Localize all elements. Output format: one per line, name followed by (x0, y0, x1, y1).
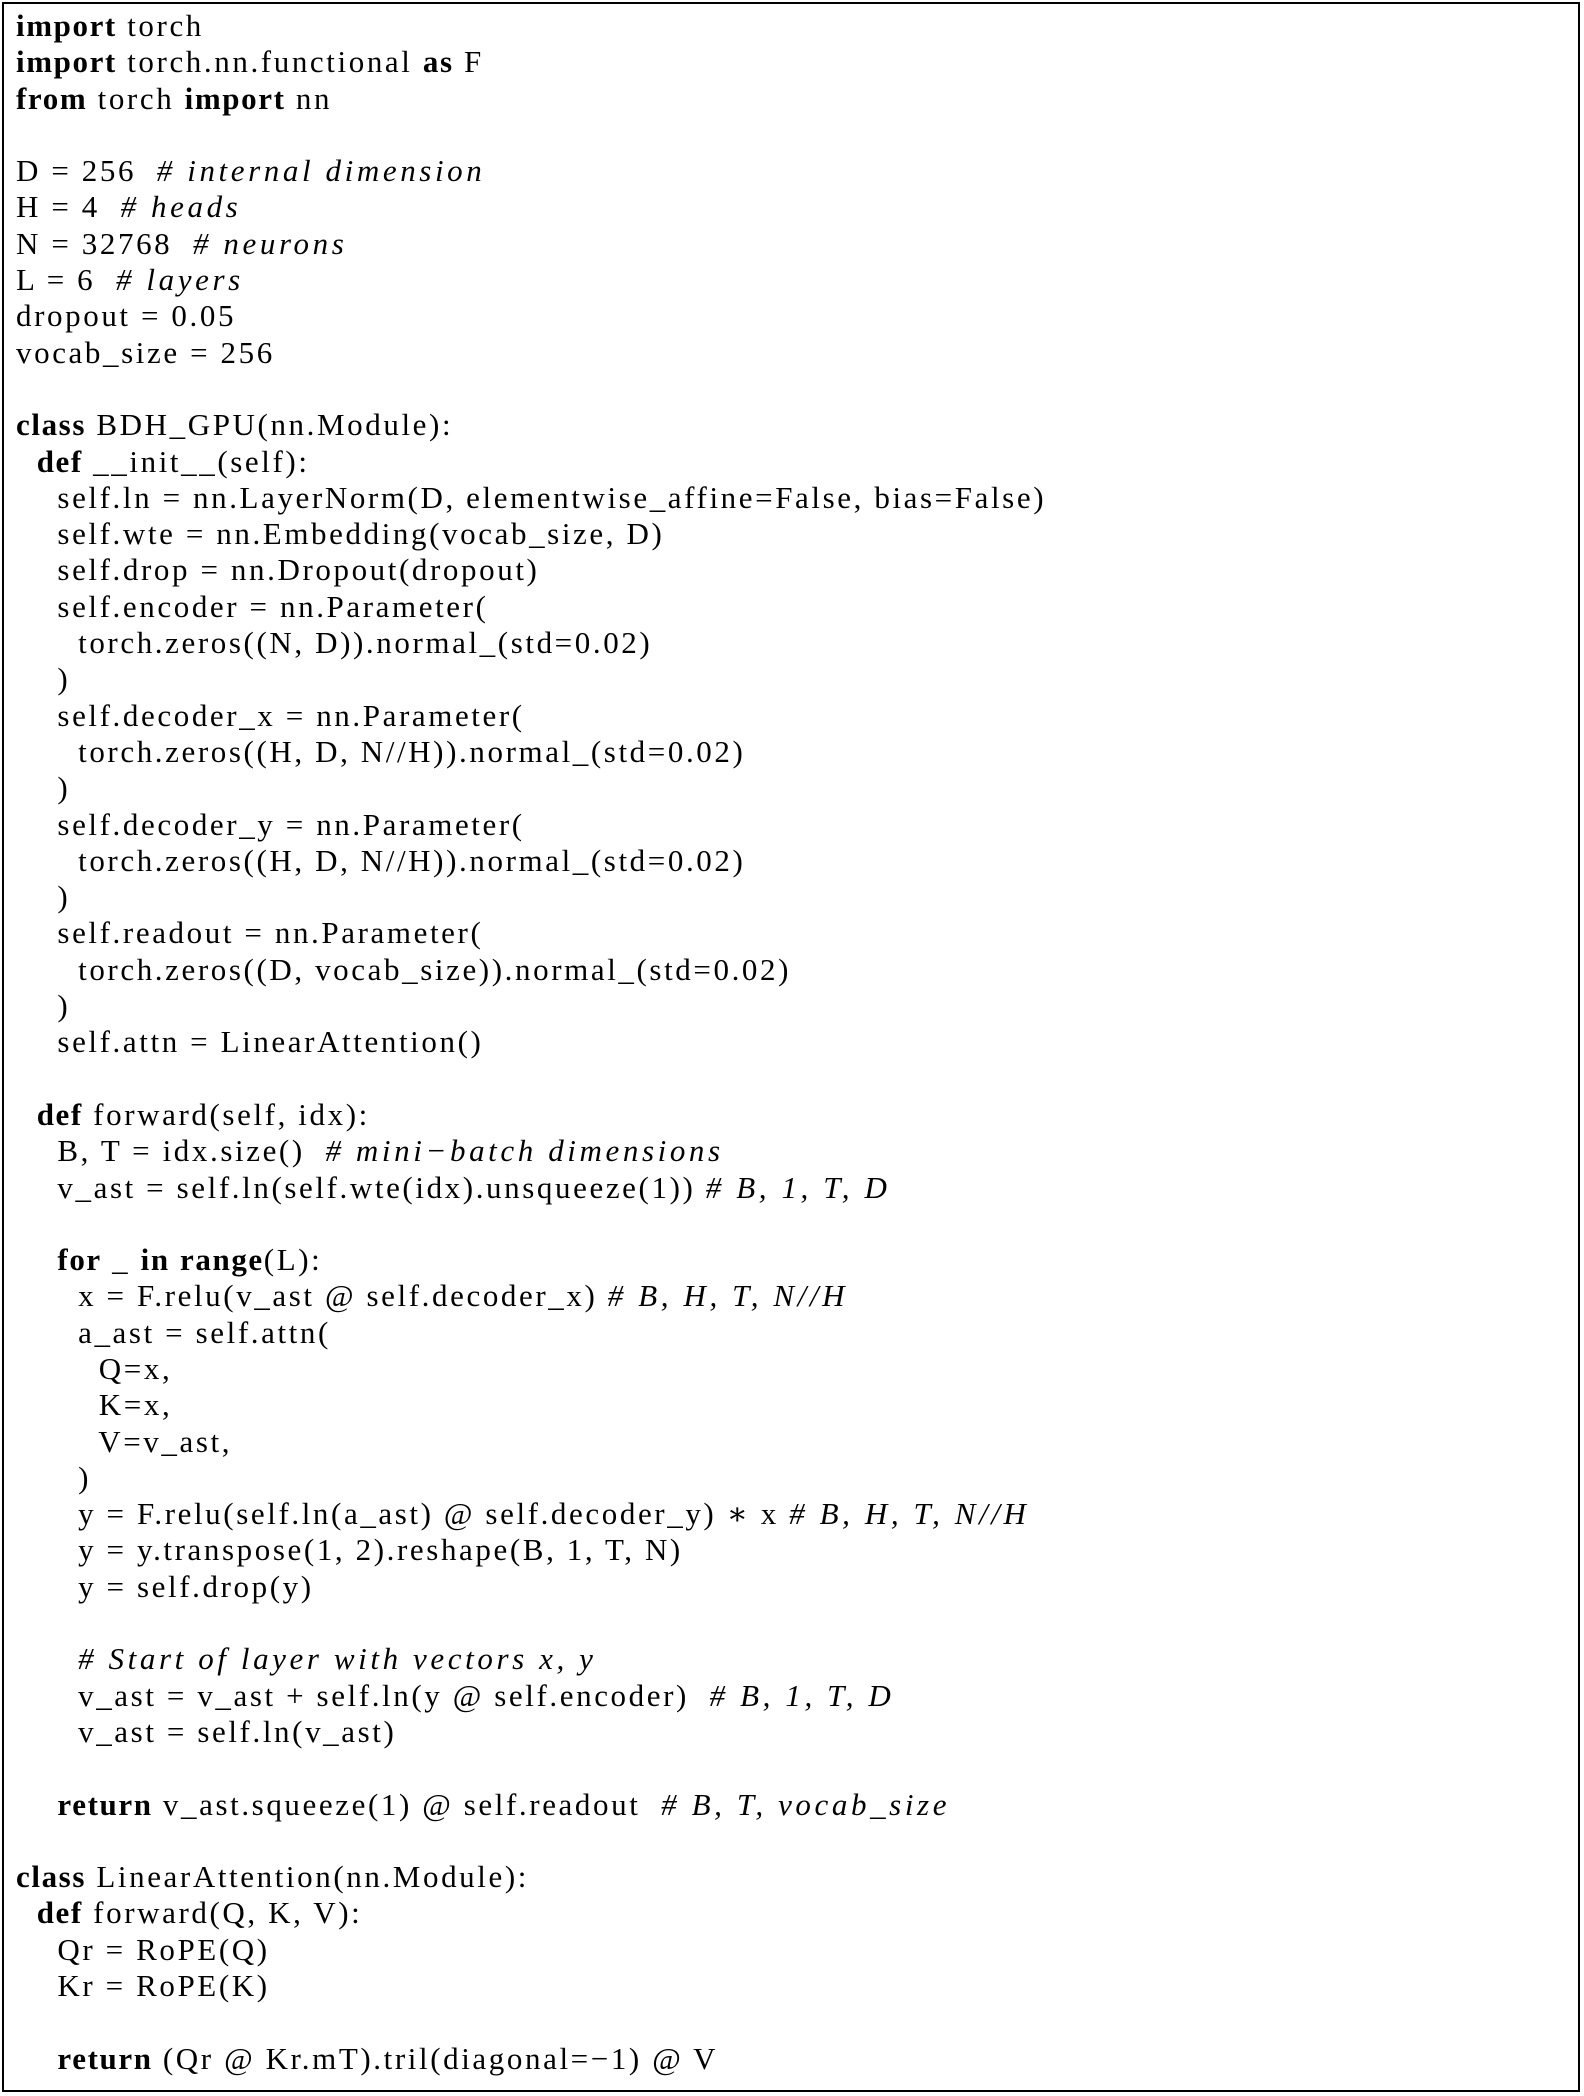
keyword: def (36, 1096, 83, 1132)
keyword: def (36, 1895, 83, 1931)
code-line (16, 1351, 1046, 1387)
code-text: forward(Q, K, V): (82, 1895, 363, 1931)
code-text: self.decoder_y = nn.Parameter( (16, 806, 525, 842)
code-text (16, 1097, 37, 1132)
code-text (16, 444, 37, 479)
code-line (16, 843, 1046, 879)
code-line (16, 1714, 1046, 1750)
code-line (16, 1895, 1046, 1931)
code-line (16, 1387, 1046, 1423)
code-text: self.wte = nn.Embedding(vocab_size, D) (16, 516, 665, 552)
code-line (16, 1569, 1046, 1605)
code-text: (Qr @ Kr.mT).tril(diagonal=−1) @ V (152, 2040, 719, 2076)
code-line (16, 1496, 1046, 1532)
comment: # B, T, vocab_size (661, 1786, 951, 1822)
code-line (16, 988, 1046, 1024)
code-text (170, 1242, 180, 1277)
code-text (16, 1895, 37, 1930)
code-text: v_ast = self.ln(self.wte(idx).unsqueeze(1)) (16, 1169, 706, 1205)
code-line (16, 1532, 1046, 1568)
comment: # layers (115, 262, 244, 298)
code-text: torch (116, 8, 204, 43)
code-text: self.attn = LinearAttention() (16, 1024, 484, 1060)
comment: # mini−batch dimensions (325, 1133, 724, 1169)
code-text: V=v_ast, (16, 1423, 233, 1459)
code-text: Qr = RoPE(Q) (16, 1931, 270, 1967)
code-text: y = y.transpose(1, 2).reshape(B, 1, T, N) (16, 1532, 683, 1568)
code-text: self.readout = nn.Parameter( (16, 915, 484, 951)
comment: # Start of layer with vectors x, y (78, 1641, 597, 1677)
code-text: torch.zeros((H, D, N//H)).normal_(std=0.02) (16, 733, 746, 769)
blank-line (16, 1206, 1046, 1242)
code-listing-frame (2, 2, 1580, 2092)
code-text: nn (285, 80, 333, 116)
blank-line (16, 1823, 1046, 1859)
code-text: B, T = idx.size() (16, 1133, 326, 1169)
code-text (16, 2041, 57, 2076)
code-line (16, 661, 1046, 697)
code-text: Q=x, (16, 1350, 173, 1386)
blank-line (16, 2004, 1046, 2040)
code-line (16, 952, 1046, 988)
code-text: vocab_size = 256 (16, 334, 275, 370)
code-text: torch (87, 80, 185, 116)
code-line (16, 1968, 1046, 2004)
code-line (16, 734, 1046, 770)
code-text: self.encoder = nn.Parameter( (16, 588, 489, 624)
code-text: torch.zeros((H, D, N//H)).normal_(std=0.02) (16, 842, 746, 878)
code-text: LinearAttention(nn.Module): (86, 1859, 529, 1895)
code-text: ) (16, 661, 71, 697)
code-text: forward(self, idx): (82, 1096, 370, 1132)
keyword: as (422, 44, 454, 80)
comment: # B, 1, T, D (709, 1677, 895, 1713)
comment: # B, H, T, N//H (607, 1278, 849, 1314)
code-text: a_ast = self.attn( (16, 1314, 331, 1350)
code-line (16, 1170, 1046, 1206)
code-text: N = 32768 (16, 225, 193, 261)
code-text: (L): (263, 1242, 323, 1278)
code-text: torch.nn.functional (116, 44, 423, 80)
comment: # neurons (192, 225, 348, 261)
code-text (16, 1787, 57, 1822)
code-line (16, 1859, 1046, 1895)
keyword: import (184, 80, 286, 116)
keyword: for (57, 1242, 102, 1278)
code-text: v_ast = v_ast + self.ln(y @ self.encoder) (16, 1677, 710, 1713)
code-line (16, 1278, 1046, 1314)
code-text: Kr = RoPE(K) (16, 1968, 270, 2004)
code-line (16, 1678, 1046, 1714)
code-line (16, 1932, 1046, 1968)
comment: # heads (120, 189, 242, 225)
blank-line (16, 1605, 1046, 1641)
code-text: torch.zeros((N, D)).normal_(std=0.02) (16, 625, 653, 661)
keyword: class (16, 1859, 86, 1895)
keyword: class (16, 407, 86, 443)
code-line (16, 407, 1046, 443)
keyword: import (16, 8, 117, 43)
code-text: BDH_GPU(nn.Module): (86, 407, 454, 443)
code-line (16, 698, 1046, 734)
code-text: K=x, (16, 1387, 173, 1423)
code-line (16, 8, 1046, 44)
keyword: return (57, 1786, 153, 1822)
code-text: _ (101, 1242, 141, 1278)
code-line (16, 1024, 1046, 1060)
code-text: F (453, 44, 484, 80)
code-text: ) (16, 988, 71, 1024)
code-text: L = 6 (16, 262, 116, 298)
code-text: y = self.drop(y) (16, 1568, 314, 1604)
code-text: v_ast.squeeze(1) @ self.readout (152, 1786, 662, 1822)
code-text: self.decoder_x = nn.Parameter( (16, 697, 525, 733)
code-line (16, 879, 1046, 915)
code-line (16, 516, 1046, 552)
code-text: self.drop = nn.Dropout(dropout) (16, 552, 540, 588)
blank-line (16, 1750, 1046, 1786)
code-line (16, 480, 1046, 516)
code-text: ) (16, 1459, 92, 1495)
code-line (16, 44, 1046, 80)
code-line (16, 298, 1046, 334)
code-line (16, 589, 1046, 625)
keyword: from (16, 80, 88, 116)
code-line (16, 81, 1046, 117)
code-line (16, 262, 1046, 298)
blank-line (16, 1061, 1046, 1097)
code-text: v_ast = self.ln(v_ast) (16, 1713, 397, 1749)
comment: # internal dimension (156, 153, 486, 189)
comment: # B, H, T, N//H (789, 1496, 1030, 1532)
code-line (16, 1097, 1046, 1133)
code-line (16, 1315, 1046, 1351)
code-line (16, 2041, 1046, 2077)
code-text: x = F.relu(v_ast @ self.decoder_x) (16, 1278, 608, 1314)
code-text: ) (16, 770, 71, 806)
code-text: torch.zeros((D, vocab_size)).normal_(std=0.02) (16, 951, 792, 987)
code-line (16, 915, 1046, 951)
code-text: dropout = 0.05 (16, 298, 237, 334)
code-line (16, 625, 1046, 661)
code-line (16, 1460, 1046, 1496)
code-text (16, 1641, 78, 1676)
code-line (16, 807, 1046, 843)
code-text: D = 256 (16, 153, 157, 189)
code-text: H = 4 (16, 189, 121, 225)
code-line (16, 189, 1046, 225)
code-text: ) (16, 879, 71, 915)
code-line (16, 1424, 1046, 1460)
code-block (16, 8, 1046, 2077)
blank-line (16, 117, 1046, 153)
keyword: in (140, 1242, 170, 1278)
code-line (16, 1242, 1046, 1278)
code-line (16, 1641, 1046, 1677)
code-line (16, 1133, 1046, 1169)
keyword: import (16, 44, 117, 80)
code-line (16, 1787, 1046, 1823)
code-line (16, 552, 1046, 588)
comment: # B, 1, T, D (705, 1169, 891, 1205)
keyword: return (57, 2040, 153, 2076)
code-text: __init__(self): (82, 443, 310, 479)
code-text: y = F.relu(self.ln(a_ast) @ self.decoder_y) ∗ x (16, 1496, 790, 1532)
code-line (16, 153, 1046, 189)
code-line (16, 335, 1046, 371)
code-line (16, 770, 1046, 806)
code-line (16, 226, 1046, 262)
code-line (16, 444, 1046, 480)
keyword: def (36, 443, 83, 479)
keyword: range (180, 1242, 264, 1278)
code-text: self.ln = nn.LayerNorm(D, elementwise_affine=False, bias=False) (16, 479, 1047, 515)
blank-line (16, 371, 1046, 407)
code-text (16, 1242, 57, 1277)
